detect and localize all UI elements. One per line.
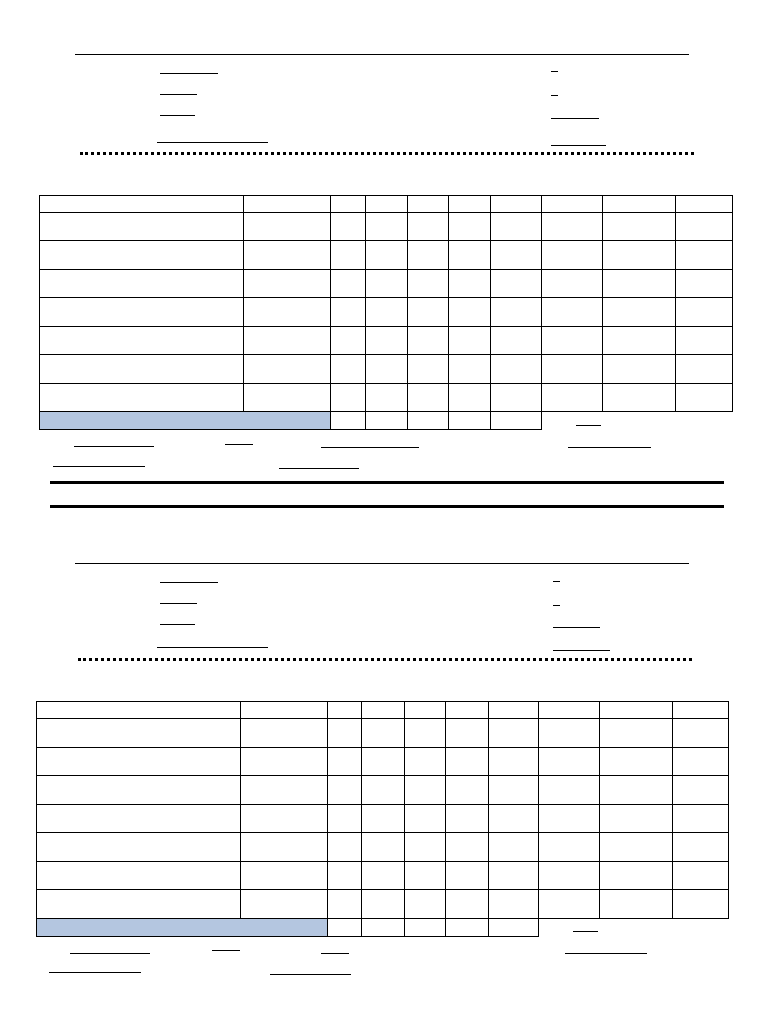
table-cell[interactable] (446, 702, 489, 719)
table-cell[interactable] (449, 270, 491, 298)
header-rule (75, 54, 689, 55)
table-cell[interactable] (244, 213, 331, 241)
table-cell[interactable] (244, 298, 331, 327)
table-cell[interactable] (328, 805, 362, 833)
table-cell[interactable] (600, 862, 673, 890)
table-cell[interactable] (408, 412, 449, 430)
signature-line[interactable] (53, 466, 145, 467)
fill-in-blank[interactable] (576, 425, 601, 426)
section-separator (50, 481, 724, 484)
header-rule (75, 563, 689, 564)
table-cell[interactable] (241, 702, 328, 719)
table-row (40, 384, 733, 412)
fill-in-blank[interactable] (160, 603, 197, 604)
table-cell[interactable] (491, 241, 542, 270)
table-cell[interactable] (489, 748, 539, 776)
table-row (40, 355, 733, 384)
table-cell[interactable] (673, 862, 729, 890)
table-cell[interactable] (676, 213, 733, 241)
signature-line[interactable] (225, 444, 253, 445)
table-cell[interactable] (40, 270, 244, 298)
fill-in-blank[interactable] (551, 71, 558, 72)
table-cell[interactable] (331, 270, 366, 298)
table-cell[interactable] (362, 719, 405, 748)
table-cell[interactable] (603, 355, 676, 384)
table-cell[interactable] (362, 833, 405, 862)
fill-in-blank[interactable] (553, 581, 560, 582)
table-cell[interactable] (408, 384, 449, 412)
table-cell[interactable] (449, 327, 491, 355)
table-cell[interactable] (603, 241, 676, 270)
table-row (37, 748, 729, 776)
table-cell[interactable] (489, 719, 539, 748)
table-cell[interactable] (366, 384, 408, 412)
table-cell[interactable] (491, 384, 542, 412)
table-cell[interactable] (241, 776, 328, 805)
table-cell[interactable] (449, 384, 491, 412)
table-cell[interactable] (362, 919, 405, 937)
table-cell[interactable] (449, 412, 491, 430)
table-cell[interactable] (603, 298, 676, 327)
table-cell[interactable] (542, 327, 603, 355)
table-cell[interactable] (491, 355, 542, 384)
table-cell[interactable] (241, 833, 328, 862)
table-cell[interactable] (489, 833, 539, 862)
table-cell[interactable] (489, 805, 539, 833)
table-cell[interactable] (489, 919, 539, 937)
table-cell[interactable] (408, 241, 449, 270)
table-cell[interactable] (446, 719, 489, 748)
table-cell[interactable] (489, 776, 539, 805)
table-cell[interactable] (328, 890, 362, 919)
fill-in-blank[interactable] (160, 94, 197, 95)
fill-in-blank[interactable] (160, 73, 218, 74)
table-cell[interactable] (446, 890, 489, 919)
table-cell[interactable] (40, 241, 244, 270)
table-header-row (37, 702, 729, 719)
table-cell[interactable] (366, 196, 408, 213)
table-cell[interactable] (408, 327, 449, 355)
table-row (40, 270, 733, 298)
form-table (39, 195, 733, 430)
table-cell[interactable] (366, 213, 408, 241)
table-cell[interactable] (676, 196, 733, 213)
table-row (40, 327, 733, 355)
table-cell[interactable] (331, 241, 366, 270)
table-cell[interactable] (408, 196, 449, 213)
fill-in-blank[interactable] (573, 931, 598, 932)
table-cell[interactable] (600, 702, 673, 719)
table-cell[interactable] (366, 355, 408, 384)
signature-line[interactable] (568, 447, 651, 448)
table-cell[interactable] (449, 213, 491, 241)
table-cell[interactable] (408, 213, 449, 241)
table-cell[interactable] (40, 196, 244, 213)
table-cell[interactable] (331, 412, 366, 430)
table-cell[interactable] (542, 213, 603, 241)
table-cell[interactable] (539, 862, 600, 890)
table-cell[interactable] (328, 702, 362, 719)
table-cell[interactable] (244, 196, 331, 213)
table-cell[interactable] (331, 196, 366, 213)
table-cell[interactable] (405, 919, 446, 937)
dotted-divider (78, 658, 692, 661)
table-cell[interactable] (244, 327, 331, 355)
table-row (37, 719, 729, 748)
table-header-row (40, 196, 733, 213)
table-cell[interactable] (676, 355, 733, 384)
table-cell[interactable] (366, 241, 408, 270)
table-cell[interactable] (542, 196, 603, 213)
table-cell[interactable] (446, 776, 489, 805)
signature-line[interactable] (49, 972, 141, 973)
table-cell[interactable] (405, 890, 446, 919)
table-cell[interactable] (489, 862, 539, 890)
table-cell[interactable] (673, 890, 729, 919)
table-cell[interactable] (600, 805, 673, 833)
table-cell[interactable] (676, 241, 733, 270)
fill-in-blank[interactable] (553, 650, 610, 651)
table-cell[interactable] (366, 327, 408, 355)
table-cell[interactable] (446, 862, 489, 890)
table-cell[interactable] (241, 805, 328, 833)
table-cell[interactable] (366, 298, 408, 327)
table-cell[interactable] (449, 196, 491, 213)
table-cell[interactable] (408, 270, 449, 298)
table-cell[interactable] (446, 748, 489, 776)
signature-line[interactable] (565, 953, 647, 954)
table-cell[interactable] (405, 776, 446, 805)
table-row (37, 862, 729, 890)
table-cell[interactable] (676, 270, 733, 298)
table-cell[interactable] (37, 748, 241, 776)
fill-in-blank[interactable] (553, 605, 560, 606)
fill-in-blank[interactable] (160, 582, 218, 583)
signature-line[interactable] (321, 447, 419, 448)
table-cell[interactable] (37, 805, 241, 833)
total-row (40, 412, 733, 430)
table-cell[interactable] (600, 748, 673, 776)
fill-in-blank[interactable] (157, 647, 268, 648)
table-cell[interactable] (673, 719, 729, 748)
table-cell[interactable] (491, 270, 542, 298)
fill-in-blank[interactable] (551, 118, 599, 119)
table-cell[interactable] (362, 862, 405, 890)
table-cell[interactable] (446, 805, 489, 833)
table-cell[interactable] (331, 327, 366, 355)
table-cell[interactable] (328, 776, 362, 805)
fill-in-blank[interactable] (160, 115, 195, 116)
table-cell[interactable] (405, 862, 446, 890)
table-cell[interactable] (676, 384, 733, 412)
table-cell[interactable] (408, 355, 449, 384)
table-cell[interactable] (244, 241, 331, 270)
table-cell[interactable] (542, 298, 603, 327)
fill-in-blank[interactable] (551, 145, 606, 146)
fill-in-blank[interactable] (553, 627, 600, 628)
table-cell[interactable] (40, 298, 244, 327)
table-cell[interactable] (405, 748, 446, 776)
table-cell[interactable] (603, 213, 676, 241)
table-cell[interactable] (449, 298, 491, 327)
table-cell[interactable] (491, 412, 542, 430)
table-cell[interactable] (328, 919, 362, 937)
table-cell[interactable] (408, 298, 449, 327)
table-cell[interactable] (673, 748, 729, 776)
signature-line[interactable] (321, 953, 349, 954)
form-table (36, 701, 729, 937)
table-cell[interactable] (539, 833, 600, 862)
table-cell[interactable] (542, 384, 603, 412)
table-cell[interactable] (449, 241, 491, 270)
table-row (40, 298, 733, 327)
fill-in-blank[interactable] (160, 624, 195, 625)
table-cell[interactable] (328, 719, 362, 748)
table-cell[interactable] (673, 805, 729, 833)
table-cell[interactable] (676, 298, 733, 327)
table-cell[interactable] (331, 213, 366, 241)
signature-line[interactable] (212, 950, 240, 951)
table-cell[interactable] (542, 355, 603, 384)
table-cell[interactable] (366, 270, 408, 298)
signature-line[interactable] (279, 468, 359, 469)
shaded-total-label (37, 919, 328, 937)
table-cell[interactable] (600, 776, 673, 805)
table-cell[interactable] (37, 702, 241, 719)
table-cell[interactable] (244, 384, 331, 412)
table-row (40, 213, 733, 241)
table-row (37, 833, 729, 862)
table-cell[interactable] (40, 327, 244, 355)
table-cell[interactable] (37, 890, 241, 919)
table-cell[interactable] (673, 702, 729, 719)
table-row (40, 241, 733, 270)
fill-in-blank[interactable] (551, 95, 558, 96)
table-cell[interactable] (328, 748, 362, 776)
table-cell[interactable] (244, 355, 331, 384)
table-cell[interactable] (539, 748, 600, 776)
table-cell[interactable] (362, 890, 405, 919)
table-cell[interactable] (37, 862, 241, 890)
dotted-divider (80, 152, 694, 155)
signature-line[interactable] (70, 953, 150, 954)
table-cell[interactable] (328, 833, 362, 862)
table-row (37, 776, 729, 805)
table-cell[interactable] (539, 890, 600, 919)
table-cell[interactable] (37, 776, 241, 805)
table-cell[interactable] (446, 833, 489, 862)
table-cell[interactable] (603, 384, 676, 412)
table-cell[interactable] (362, 702, 405, 719)
table-cell[interactable] (241, 748, 328, 776)
table-cell[interactable] (37, 833, 241, 862)
table-cell[interactable] (405, 805, 446, 833)
table-cell[interactable] (446, 919, 489, 937)
table-cell[interactable] (328, 862, 362, 890)
table-cell[interactable] (603, 327, 676, 355)
table-cell[interactable] (331, 298, 366, 327)
table-cell[interactable] (244, 270, 331, 298)
table-cell[interactable] (539, 702, 600, 719)
table-cell[interactable] (366, 412, 408, 430)
table-cell[interactable] (362, 748, 405, 776)
table-cell[interactable] (331, 384, 366, 412)
total-row (37, 919, 729, 937)
table-cell[interactable] (539, 719, 600, 748)
table-cell[interactable] (449, 355, 491, 384)
table-cell[interactable] (539, 776, 600, 805)
table-cell[interactable] (241, 719, 328, 748)
table-cell[interactable] (600, 890, 673, 919)
shaded-total-label (40, 412, 331, 430)
table-cell[interactable] (542, 270, 603, 298)
table-cell[interactable] (405, 833, 446, 862)
table-cell[interactable] (241, 862, 328, 890)
table-cell[interactable] (40, 355, 244, 384)
table-cell[interactable] (603, 196, 676, 213)
table-cell[interactable] (491, 196, 542, 213)
table-cell[interactable] (241, 890, 328, 919)
table-cell[interactable] (676, 327, 733, 355)
table-cell[interactable] (331, 355, 366, 384)
table-cell[interactable] (600, 719, 673, 748)
fill-in-blank[interactable] (157, 142, 268, 143)
table-cell[interactable] (362, 805, 405, 833)
table-cell[interactable] (40, 213, 244, 241)
table-cell[interactable] (37, 719, 241, 748)
table-cell[interactable] (489, 702, 539, 719)
table-cell[interactable] (362, 776, 405, 805)
table-cell[interactable] (542, 241, 603, 270)
table-row (37, 890, 729, 919)
table-cell[interactable] (539, 805, 600, 833)
table-cell[interactable] (491, 213, 542, 241)
table-cell[interactable] (603, 270, 676, 298)
table-cell[interactable] (40, 384, 244, 412)
signature-line[interactable] (74, 446, 154, 447)
table-cell[interactable] (405, 719, 446, 748)
table-cell[interactable] (491, 327, 542, 355)
table-cell[interactable] (491, 298, 542, 327)
table-cell[interactable] (600, 833, 673, 862)
section-separator (50, 505, 724, 508)
table-cell[interactable] (673, 776, 729, 805)
table-cell[interactable] (673, 833, 729, 862)
signature-line[interactable] (270, 974, 351, 975)
table-cell[interactable] (489, 890, 539, 919)
table-row (37, 805, 729, 833)
table-cell[interactable] (405, 702, 446, 719)
